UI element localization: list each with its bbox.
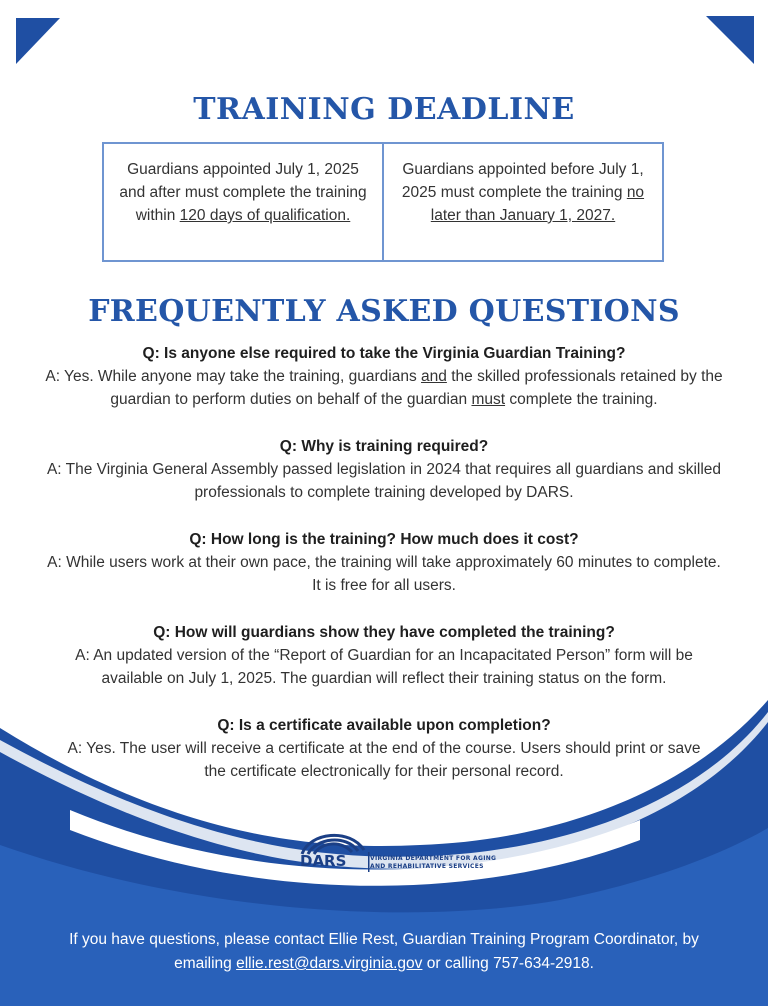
deadline-after-july [104, 144, 382, 260]
contact-info [44, 928, 724, 976]
contact-text: If you have questions, please contact Ellie Rest, Guardian Training Program Coordinator, by emailing [69, 931, 699, 972]
faq-question: Q: Why is training required? [279, 438, 489, 455]
corner-triangle-top-left [16, 18, 64, 66]
faq-answer-emphasis-and: and [421, 368, 447, 385]
training-deadline-title: TRAINING DEADLINE [193, 92, 575, 127]
faq-item-length-cost [44, 528, 724, 597]
logo-subtitle: VIRGINIA DEPARTMENT FOR AGING AND REHABILITATIVE SERVICES [370, 855, 497, 870]
contact-email-link[interactable]: ellie.rest@dars.virginia.gov [236, 955, 423, 972]
deadline-after-emphasis: 120 days of qualification. [179, 207, 351, 224]
faq-item-other-required [44, 342, 724, 411]
logo-name: DARS [300, 852, 347, 870]
deadline-table [102, 142, 664, 262]
faq-question: Q: How long is the training? How much does it cost? [189, 531, 579, 548]
faq-item-why-required [44, 435, 724, 504]
faq-answer: A: The Virginia General Assembly passed legislation in 2024 that requires all guardians and skilled professionals to complete training developed by DARS. [46, 461, 722, 501]
faq-answer: A: While users work at their own pace, the training will take approximately 60 minutes to complete. It is free for all users. [47, 554, 721, 594]
faq-answer-part: complete the training. [505, 391, 658, 408]
contact-phone-text: or calling 757-634-2918. [422, 955, 594, 972]
faq-title: FREQUENTLY ASKED QUESTIONS [88, 294, 680, 329]
faq-answer-part: the skilled professionals retained by the guardian to perform duties on behalf of the guardian [110, 368, 723, 408]
faq-question: Q: Is a certificate available upon completion? [217, 717, 551, 734]
faq-question: Q: Is anyone else required to take the Virginia Guardian Training? [142, 345, 626, 362]
faq-answer [44, 365, 724, 411]
faq-list [44, 342, 724, 807]
deadline-before-emphasis: no later than January 1, 2027. [430, 184, 645, 224]
faq-item-certificate [44, 714, 724, 783]
deadline-before-text: Guardians appointed before July 1, 2025 must complete the training [401, 161, 644, 201]
deadline-after-text: Guardians appointed July 1, 2025 and after must complete the training within [119, 161, 367, 224]
faq-item-show-completion [44, 621, 724, 690]
faq-answer-emphasis-must: must [471, 391, 506, 408]
faq-question: Q: How will guardians show they have completed the training? [153, 624, 615, 641]
deadline-before-july [382, 144, 662, 260]
corner-triangle-top-right [706, 16, 754, 64]
faq-answer-part: A: Yes. While anyone may take the training, guardians [45, 368, 422, 385]
faq-answer: A: Yes. The user will receive a certificate at the end of the course. Users should print or save the certificate electronically for their personal record. [67, 740, 701, 780]
faq-answer: A: An updated version of the “Report of Guardian for an Incapacitated Person” form will be available on July 1, 2025. The guardian will reflect their training status on the form. [75, 647, 693, 687]
